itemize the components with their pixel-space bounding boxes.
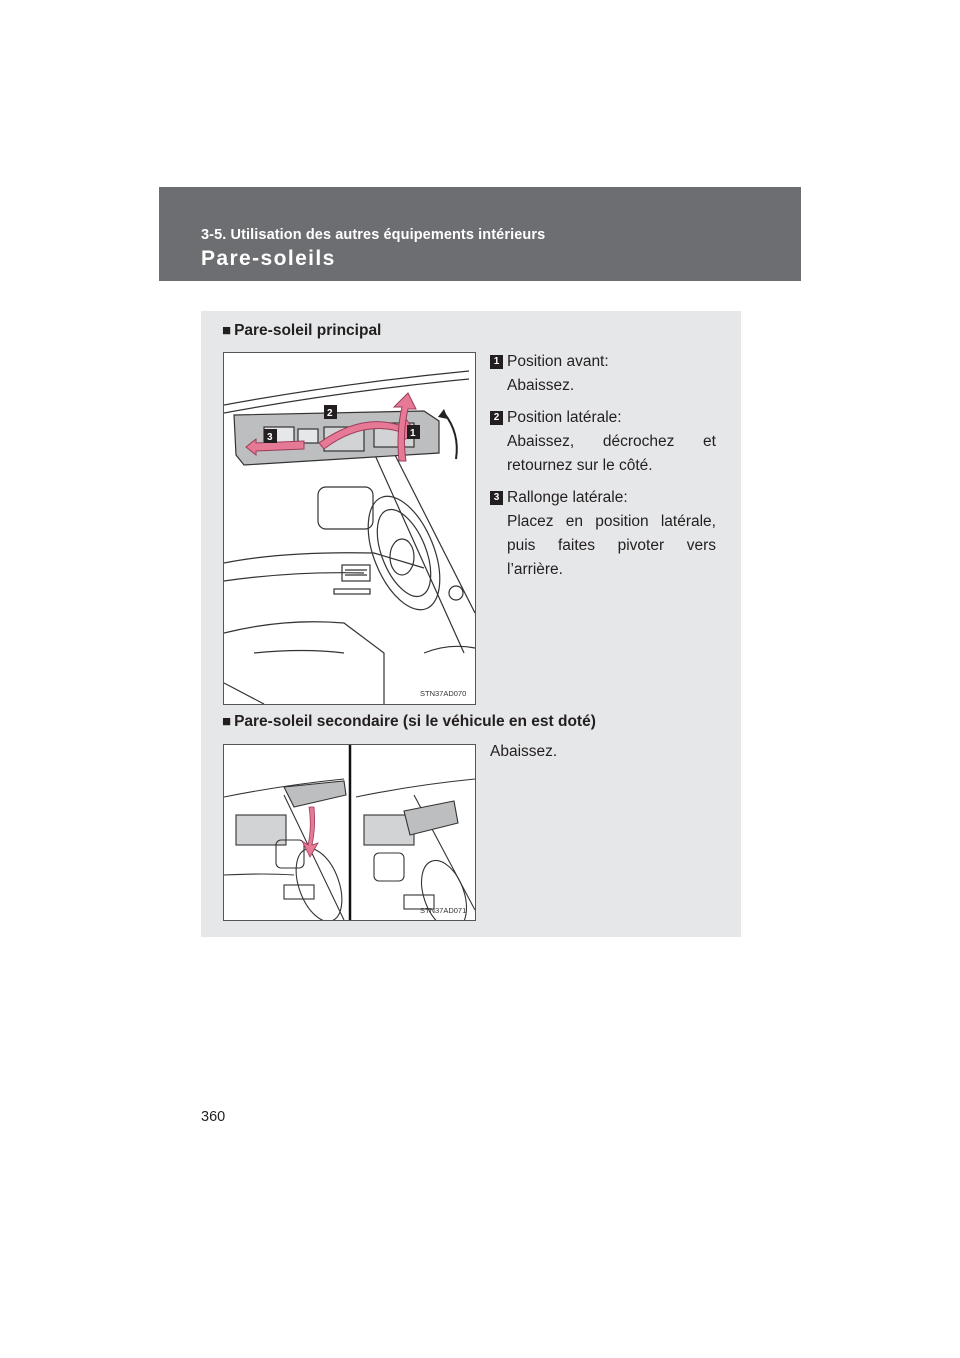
secondary-visor-instruction: Abaissez. (490, 743, 558, 760)
page-title: Pare-soleils (201, 247, 336, 270)
page-number: 360 (201, 1109, 226, 1125)
step-number-badge: 1 (490, 355, 503, 369)
square-bullet-icon: ■ (222, 713, 232, 730)
secondary-figure-code: STN37AD071 (420, 906, 467, 915)
step-item (490, 406, 716, 478)
step-label: Position avant: (507, 353, 609, 370)
square-bullet-icon: ■ (222, 322, 232, 339)
main-figure-code: STN37AD070 (420, 689, 467, 698)
header-band (159, 187, 801, 281)
secondary-visor-heading-text: Pare-soleil secondaire (si le véhicule en est doté) (234, 713, 596, 730)
svg-text:2: 2 (327, 408, 333, 419)
step-label: Rallonge latérale: (507, 489, 628, 506)
main-visor-illustration (223, 352, 476, 705)
svg-text:3: 3 (267, 432, 273, 443)
step-description: Abaissez. (507, 377, 575, 394)
step-description: Placez en position latérale, puis faites pivoter vers l’arrière. (507, 513, 716, 578)
svg-text:1: 1 (410, 428, 416, 439)
main-visor-steps (490, 350, 716, 590)
main-visor-heading (222, 322, 381, 340)
step-item (490, 350, 716, 398)
secondary-visor-illustration (223, 744, 476, 921)
step-description: Abaissez, décrochez et retournez sur le côté. (507, 433, 716, 474)
main-visor-heading-text: Pare-soleil principal (234, 322, 382, 339)
step-number-badge: 3 (490, 491, 503, 505)
section-label: 3-5. Utilisation des autres équipements intérieurs (201, 227, 546, 243)
step-number-badge: 2 (490, 411, 503, 425)
step-item (490, 486, 716, 582)
content-box (201, 311, 741, 937)
step-label: Position latérale: (507, 409, 622, 426)
secondary-visor-heading (222, 713, 596, 731)
